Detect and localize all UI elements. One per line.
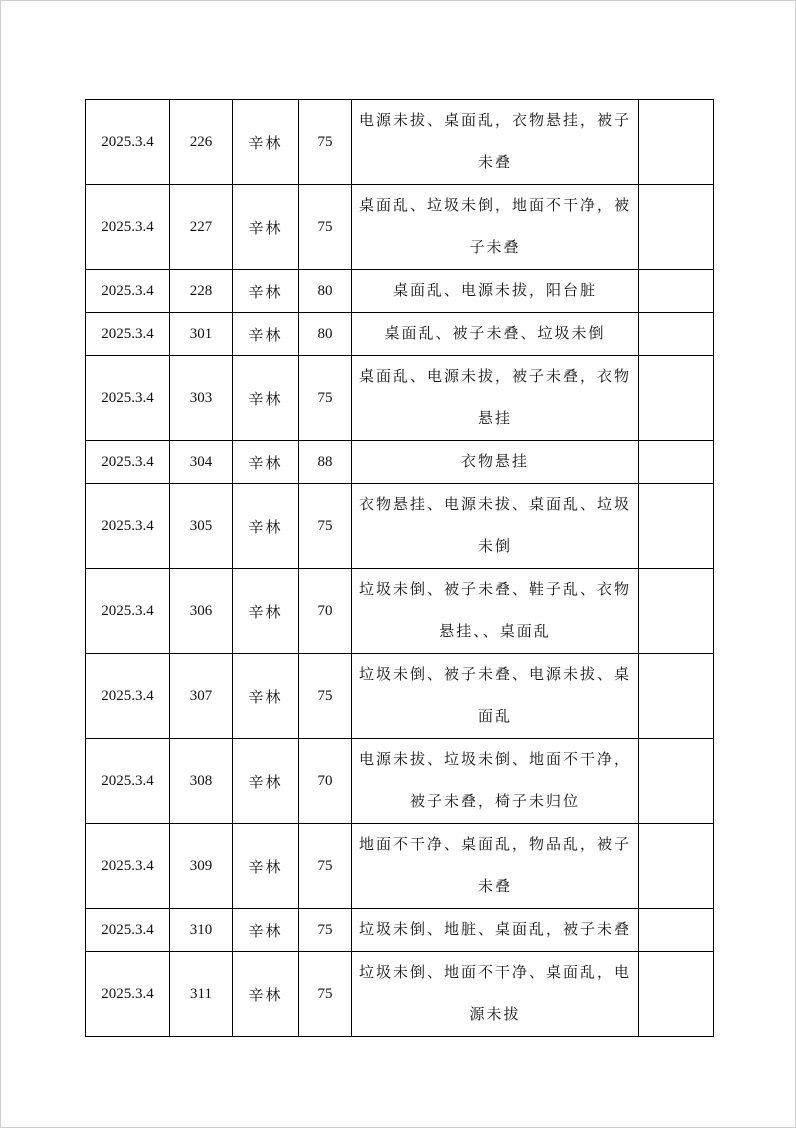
inspector-cell: 辛林 [233, 569, 299, 654]
table-row [86, 356, 714, 441]
inspector-cell: 辛林 [233, 270, 299, 313]
room-cell: 301 [170, 313, 233, 356]
date-cell: 2025.3.4 [86, 270, 170, 313]
room-cell: 304 [170, 441, 233, 484]
table-row [86, 100, 714, 185]
table-row [86, 484, 714, 569]
room-cell: 309 [170, 824, 233, 909]
date-cell: 2025.3.4 [86, 909, 170, 952]
date-cell: 2025.3.4 [86, 952, 170, 1037]
extra-cell [639, 185, 714, 270]
score-cell: 75 [299, 100, 352, 185]
score-cell: 70 [299, 739, 352, 824]
inspector-cell: 辛林 [233, 952, 299, 1037]
room-cell: 305 [170, 484, 233, 569]
inspector-cell: 辛林 [233, 441, 299, 484]
issues-cell: 衣物悬挂 [352, 441, 639, 484]
date-cell: 2025.3.4 [86, 739, 170, 824]
extra-cell [639, 909, 714, 952]
inspector-cell: 辛林 [233, 484, 299, 569]
issues-cell: 桌面乱、电源未拔，阳台脏 [352, 270, 639, 313]
table-row [86, 185, 714, 270]
inspector-cell: 辛林 [233, 909, 299, 952]
extra-cell [639, 824, 714, 909]
score-cell: 80 [299, 313, 352, 356]
score-cell: 75 [299, 824, 352, 909]
date-cell: 2025.3.4 [86, 654, 170, 739]
issues-cell: 衣物悬挂、电源未拔、桌面乱、垃圾未倒 [352, 484, 639, 569]
room-cell: 227 [170, 185, 233, 270]
table-row [86, 739, 714, 824]
score-cell: 70 [299, 569, 352, 654]
extra-cell [639, 952, 714, 1037]
score-cell: 88 [299, 441, 352, 484]
score-cell: 75 [299, 952, 352, 1037]
issues-cell: 桌面乱、电源未拔，被子未叠，衣物悬挂 [352, 356, 639, 441]
inspector-cell: 辛林 [233, 185, 299, 270]
extra-cell [639, 356, 714, 441]
table-row [86, 909, 714, 952]
score-cell: 75 [299, 654, 352, 739]
room-cell: 306 [170, 569, 233, 654]
inspector-cell: 辛林 [233, 100, 299, 185]
inspection-table [85, 99, 714, 1037]
issues-cell: 电源未拔、垃圾未倒、地面不干净，被子未叠，椅子未归位 [352, 739, 639, 824]
room-cell: 303 [170, 356, 233, 441]
date-cell: 2025.3.4 [86, 100, 170, 185]
room-cell: 308 [170, 739, 233, 824]
score-cell: 80 [299, 270, 352, 313]
extra-cell [639, 484, 714, 569]
extra-cell [639, 100, 714, 185]
score-cell: 75 [299, 185, 352, 270]
room-cell: 307 [170, 654, 233, 739]
issues-cell: 垃圾未倒、被子未叠、鞋子乱、衣物悬挂、、桌面乱 [352, 569, 639, 654]
inspector-cell: 辛林 [233, 654, 299, 739]
issues-cell: 地面不干净、桌面乱，物品乱，被子未叠 [352, 824, 639, 909]
inspector-cell: 辛林 [233, 739, 299, 824]
extra-cell [639, 739, 714, 824]
extra-cell [639, 270, 714, 313]
issues-cell: 垃圾未倒、被子未叠、电源未拔、桌面乱 [352, 654, 639, 739]
date-cell: 2025.3.4 [86, 313, 170, 356]
issues-cell: 桌面乱、被子未叠、垃圾未倒 [352, 313, 639, 356]
inspector-cell: 辛林 [233, 356, 299, 441]
table-row [86, 441, 714, 484]
date-cell: 2025.3.4 [86, 824, 170, 909]
extra-cell [639, 441, 714, 484]
date-cell: 2025.3.4 [86, 441, 170, 484]
issues-cell: 桌面乱、垃圾未倒，地面不干净，被子未叠 [352, 185, 639, 270]
table-row [86, 569, 714, 654]
date-cell: 2025.3.4 [86, 356, 170, 441]
table-row [86, 270, 714, 313]
issues-cell: 电源未拔、桌面乱，衣物悬挂，被子未叠 [352, 100, 639, 185]
extra-cell [639, 569, 714, 654]
extra-cell [639, 313, 714, 356]
inspector-cell: 辛林 [233, 824, 299, 909]
inspector-cell: 辛林 [233, 313, 299, 356]
issues-cell: 垃圾未倒、地面不干净、桌面乱，电源未拔 [352, 952, 639, 1037]
room-cell: 310 [170, 909, 233, 952]
date-cell: 2025.3.4 [86, 484, 170, 569]
table-row [86, 313, 714, 356]
score-cell: 75 [299, 356, 352, 441]
room-cell: 311 [170, 952, 233, 1037]
table-row [86, 824, 714, 909]
score-cell: 75 [299, 484, 352, 569]
table-row [86, 952, 714, 1037]
date-cell: 2025.3.4 [86, 185, 170, 270]
date-cell: 2025.3.4 [86, 569, 170, 654]
issues-cell: 垃圾未倒、地脏、桌面乱，被子未叠 [352, 909, 639, 952]
room-cell: 228 [170, 270, 233, 313]
room-cell: 226 [170, 100, 233, 185]
table-row [86, 654, 714, 739]
extra-cell [639, 654, 714, 739]
score-cell: 75 [299, 909, 352, 952]
